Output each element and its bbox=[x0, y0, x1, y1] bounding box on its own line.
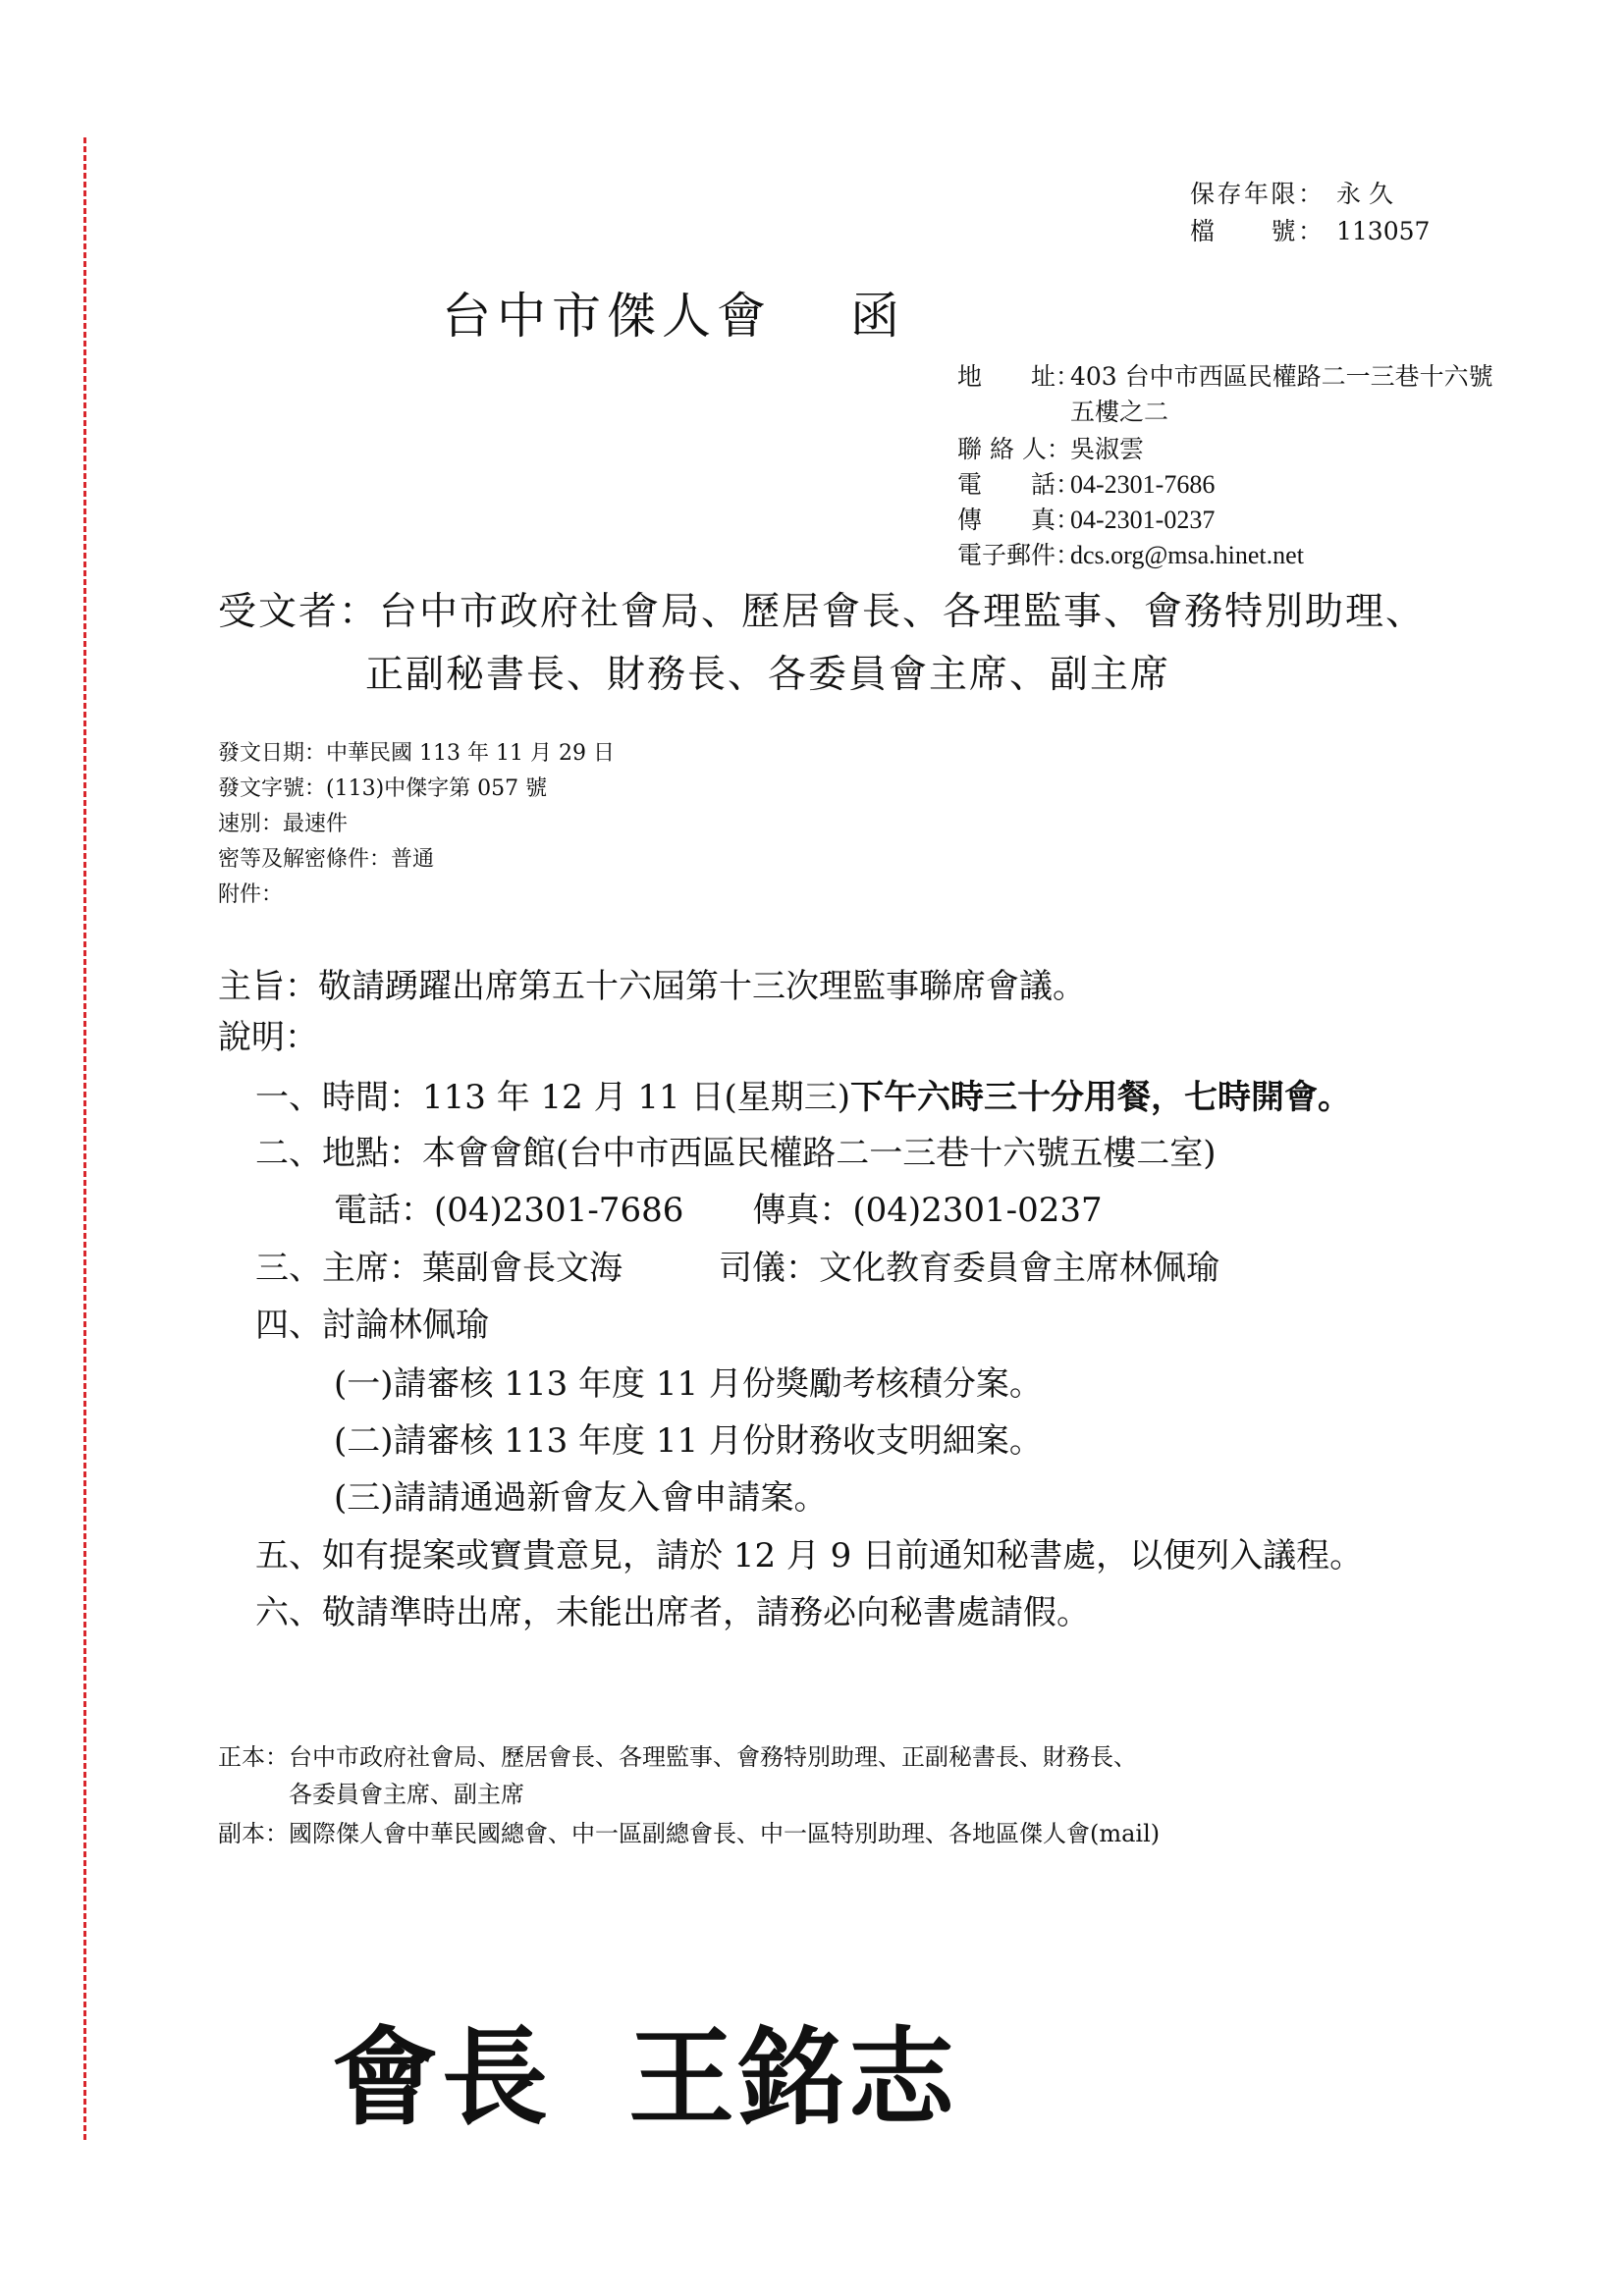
explanation-discussion: 四、討論林佩瑜 bbox=[255, 1306, 489, 1345]
email-value: dcs.org@msa.hinet.net bbox=[1070, 541, 1304, 569]
contact-phone bbox=[957, 467, 1215, 503]
secrecy-level: 密等及解密條件：普通 bbox=[218, 847, 435, 872]
subject-line: 主旨：敬請踴躍出席第五十六屆第十三次理監事聯席會議。 bbox=[218, 967, 1086, 1006]
contact-person-label: 聯 絡 人： bbox=[957, 435, 1071, 463]
signature bbox=[332, 1993, 958, 2145]
place-phone-fax bbox=[334, 1181, 1103, 1240]
file-number-label: 檔 號： bbox=[1190, 217, 1323, 245]
time-text: 一、時間：113 年 12 月 11 日(星期三) bbox=[255, 1078, 850, 1117]
emcee-text: 司儀：文化教育委員會主席林佩瑜 bbox=[719, 1249, 1219, 1288]
explanation-chair bbox=[255, 1239, 1219, 1298]
issue-number: 發文字號：(113)中傑字第 057 號 bbox=[218, 776, 548, 801]
explanation-attendance: 六、敬請準時出席，未能出席者，請務必向秘書處請假。 bbox=[255, 1593, 1090, 1632]
organization-name: 台中市傑人會 bbox=[442, 288, 772, 345]
signature-name: 王銘志 bbox=[628, 2017, 959, 2140]
original-label: 正本： bbox=[218, 1743, 289, 1771]
explanation-heading: 說明： bbox=[218, 1018, 318, 1057]
place-phone: 電話：(04)2301-7686 bbox=[334, 1191, 684, 1230]
discussion-item-2: (二)請審核 113 年度 11 月份財務收支明細案。 bbox=[334, 1421, 1043, 1461]
file-number bbox=[1190, 214, 1430, 249]
address-label: 地 址： bbox=[957, 362, 1081, 391]
email-label: 電子郵件： bbox=[957, 541, 1081, 569]
contact-person-value: 吳淑雲 bbox=[1070, 435, 1145, 463]
recipients bbox=[218, 581, 1426, 707]
cc-recipients: 副本：國際傑人會中華民國總會、中一區副總會長、中一區特別助理、各地區傑人會(mail) bbox=[218, 1820, 1161, 1847]
recipients-label: 受文者： bbox=[218, 590, 380, 634]
phone-label: 電 話： bbox=[957, 470, 1081, 499]
original-line-2: 各委員會主席、副主席 bbox=[289, 1781, 524, 1808]
issue-date: 發文日期：中華民國 113 年 11 月 29 日 bbox=[218, 741, 615, 766]
phone-value: 04-2301-7686 bbox=[1070, 470, 1216, 499]
contact-person bbox=[957, 432, 1144, 467]
recipients-line-1: 台中市政府社會局、歷居會長、各理監事、會務特別助理、 bbox=[379, 590, 1427, 634]
address-line-1: 403 台中市西區民權路二一三巷十六號 bbox=[1070, 362, 1493, 391]
contact-email bbox=[957, 538, 1304, 573]
retention-period bbox=[1190, 177, 1393, 212]
contact-address-line-2 bbox=[1070, 395, 1168, 430]
binding-margin-line bbox=[83, 137, 86, 2140]
fax-label: 傳 真： bbox=[957, 506, 1081, 534]
original-recipients bbox=[218, 1739, 1137, 1775]
delivery-speed: 速別：最速件 bbox=[218, 812, 349, 836]
attachments: 附件： bbox=[218, 882, 284, 907]
recipients-line-2: 正副秘書長、財務長、各委員會主席、副主席 bbox=[365, 653, 1171, 697]
retention-period-value: 永 久 bbox=[1336, 180, 1393, 208]
contact-address bbox=[957, 359, 1493, 395]
fax-value: 04-2301-0237 bbox=[1070, 506, 1216, 534]
discussion-item-1: (一)請審核 113 年度 11 月份獎勵考核積分案。 bbox=[334, 1364, 1043, 1404]
file-number-value: 113057 bbox=[1336, 217, 1431, 245]
document-type: 函 bbox=[850, 288, 905, 345]
place-fax: 傳真：(04)2301-0237 bbox=[752, 1191, 1103, 1230]
original-line-1: 台中市政府社會局、歷居會長、各理監事、會務特別助理、正副秘書長、財務長、 bbox=[289, 1743, 1137, 1771]
address-line-2: 五樓之二 bbox=[1070, 398, 1169, 426]
document-title bbox=[442, 277, 905, 347]
contact-fax bbox=[957, 503, 1215, 538]
chair-text: 三、主席：葉副會長文海 bbox=[255, 1249, 623, 1288]
explanation-place: 二、地點：本會會館(台中市西區民權路二一三巷十六號五樓二室) bbox=[255, 1134, 1217, 1173]
time-bold-text: 下午六時三十分用餐，七時開會。 bbox=[850, 1078, 1351, 1117]
explanation-proposal: 五、如有提案或寶貴意見，請於 12 月 9 日前通知秘書處，以便列入議程。 bbox=[255, 1536, 1364, 1575]
signature-title: 會長 bbox=[332, 2017, 553, 2140]
retention-period-label: 保存年限： bbox=[1190, 180, 1323, 208]
discussion-item-3: (三)請請通過新會友入會申請案。 bbox=[334, 1478, 828, 1518]
explanation-time bbox=[255, 1068, 1351, 1127]
